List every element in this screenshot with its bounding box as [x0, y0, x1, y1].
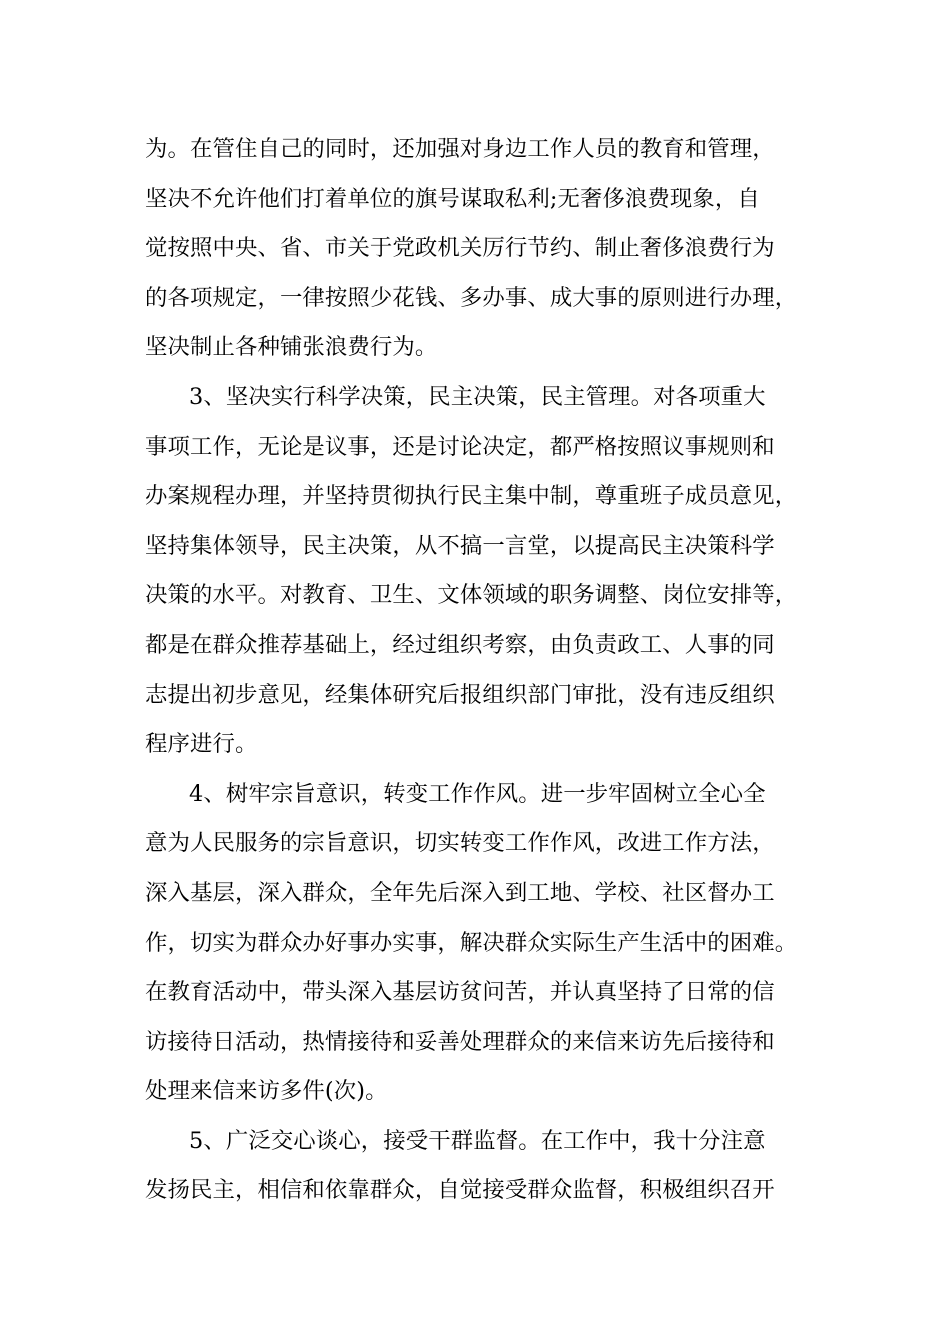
paragraph	[145, 1117, 815, 1216]
text-line: 坚持集体领导，民主决策，从不搞一言堂，以提高民主决策科学	[145, 532, 775, 559]
paragraph	[145, 125, 815, 373]
text-line: 觉按照中央、省、市关于党政机关厉行节约、制止奢侈浪费行为	[145, 235, 775, 262]
text-line: 4、树牢宗旨意识，转变工作作风。进一步牢固树立全心全	[189, 780, 766, 807]
text-line: 访接待日活动，热情接待和妥善处理群众的来信来访先后接待和	[145, 1028, 775, 1055]
text-line: 3、坚决实行科学决策，民主决策，民主管理。对各项重大	[189, 383, 766, 410]
text-line: 5、广泛交心谈心，接受干群监督。在工作中，我十分注意	[189, 1127, 766, 1154]
text-line: 坚决制止各种铺张浪费行为。	[145, 334, 438, 361]
paragraph	[145, 373, 815, 770]
text-line: 作，切实为群众办好事办实事，解决群众实际生产生活中的困难。	[145, 929, 798, 956]
text-line: 在教育活动中，带头深入基层访贫问苦，并认真坚持了日常的信	[145, 979, 775, 1006]
text-line: 决策的水平。对教育、卫生、文体领域的职务调整、岗位安排等，	[145, 582, 798, 609]
paragraph	[145, 770, 815, 1117]
text-line: 处理来信来访多件(次)。	[145, 1078, 388, 1105]
text-line: 事项工作，无论是议事，还是讨论决定，都严格按照议事规则和	[145, 433, 775, 460]
text-line: 都是在群众推荐基础上，经过组织考察，由负责政工、人事的同	[145, 631, 775, 658]
text-line: 坚决不允许他们打着单位的旗号谋取私利;无奢侈浪费现象，自	[145, 185, 760, 212]
text-line: 意为人民服务的宗旨意识，切实转变工作作风，改进工作方法，	[145, 830, 775, 857]
document-body	[145, 125, 815, 1216]
text-line: 深入基层，深入群众，全年先后深入到工地、学校、社区督办工	[145, 879, 775, 906]
text-line: 发扬民主，相信和依靠群众，自觉接受群众监督，积极组织召开	[145, 1177, 775, 1204]
text-line: 程序进行。	[145, 731, 258, 758]
text-line: 办案规程办理，并坚持贯彻执行民主集中制，尊重班子成员意见，	[145, 483, 798, 510]
text-line: 的各项规定，一律按照少花钱、多办事、成大事的原则进行办理，	[145, 284, 798, 311]
text-line: 志提出初步意见，经集体研究后报组织部门审批，没有违反组织	[145, 681, 775, 708]
text-line: 为。在管住自己的同时，还加强对身边工作人员的教育和管理，	[145, 136, 775, 162]
